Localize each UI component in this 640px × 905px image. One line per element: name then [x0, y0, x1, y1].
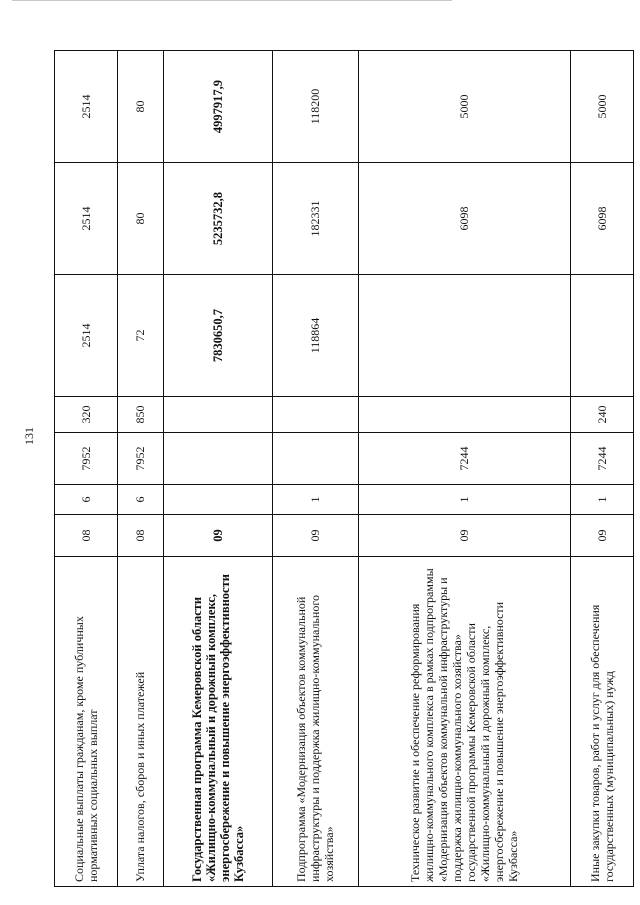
table-row [570, 51, 633, 887]
budget-table [54, 50, 634, 887]
code-target: 7244 [570, 433, 633, 485]
code-expense-type: 320 [55, 397, 118, 433]
table-row [163, 51, 272, 887]
row-name: Техническое развитие и обеспечение реформирования жилищно-коммунального комплекса в рамках подпрограммы «Модернизация объектов коммунальной инфраструктуры и поддержка жилищно-коммунального хозяйства» государственной программы Кемеровской области «Жилищно-коммунальный и дорожный комплекс, энергосбережение и повышение энергоэффективности Кузбасса» [358, 557, 570, 887]
amount-year-3: 5000 [570, 51, 633, 163]
amount-year-3: 5000 [358, 51, 570, 163]
amount-year-1: 72 [118, 275, 164, 397]
code-section: 09 [358, 515, 570, 557]
code-expense-type [163, 397, 272, 433]
amount-year-2: 2514 [55, 163, 118, 275]
code-target: 7244 [358, 433, 570, 485]
amount-year-2: 6098 [570, 163, 633, 275]
table-row [55, 51, 118, 887]
code-target [163, 433, 272, 485]
table-row [118, 51, 164, 887]
amount-year-3: 2514 [55, 51, 118, 163]
amount-year-2: 6098 [358, 163, 570, 275]
amount-year-1 [570, 275, 633, 397]
code-subprogram: 1 [272, 485, 358, 515]
amount-year-1: 7830650,7 [163, 275, 272, 397]
table-row [272, 51, 358, 887]
table-row [358, 51, 570, 887]
amount-year-1 [358, 275, 570, 397]
code-expense-type [358, 397, 570, 433]
amount-year-2: 80 [118, 163, 164, 275]
amount-year-3: 80 [118, 51, 164, 163]
amount-year-3: 4997917,9 [163, 51, 272, 163]
code-expense-type [272, 397, 358, 433]
code-subprogram [163, 485, 272, 515]
code-target: 7952 [118, 433, 164, 485]
budget-table-sheet [54, 51, 634, 887]
code-section: 09 [570, 515, 633, 557]
amount-year-3: 118200 [272, 51, 358, 163]
code-target: 7952 [55, 433, 118, 485]
code-section: 09 [163, 515, 272, 557]
code-section: 08 [55, 515, 118, 557]
code-subprogram: 6 [118, 485, 164, 515]
row-name: Иные закупки товаров, работ и услуг для обеспечения государственных (муниципальных) нужд [570, 557, 633, 887]
amount-year-2: 182331 [272, 163, 358, 275]
code-expense-type: 850 [118, 397, 164, 433]
row-name: Уплата налогов, сборов и иных платежей [118, 557, 164, 887]
row-name: Государственная программа Кемеровской области «Жилищно-коммунальный и дорожный комплекс, энергосбережение и повышение энергоэффективности Кузбасса» [163, 557, 272, 887]
code-section: 09 [272, 515, 358, 557]
code-section: 08 [118, 515, 164, 557]
code-subprogram: 1 [358, 485, 570, 515]
code-target [272, 433, 358, 485]
code-subprogram: 1 [570, 485, 633, 515]
code-expense-type: 240 [570, 397, 633, 433]
top-scan-rule [12, 0, 452, 1]
row-name: Подпрограмма «Модернизация объектов коммунальной инфраструктуры и поддержка жилищно-коммунального хозяйства» [272, 557, 358, 887]
code-subprogram: 6 [55, 485, 118, 515]
amount-year-1: 118864 [272, 275, 358, 397]
row-name: Социальные выплаты гражданам, кроме публичных нормативных социальных выплат [55, 557, 118, 887]
page-number: 131 [22, 427, 36, 445]
amount-year-2: 5235732,8 [163, 163, 272, 275]
amount-year-1: 2514 [55, 275, 118, 397]
